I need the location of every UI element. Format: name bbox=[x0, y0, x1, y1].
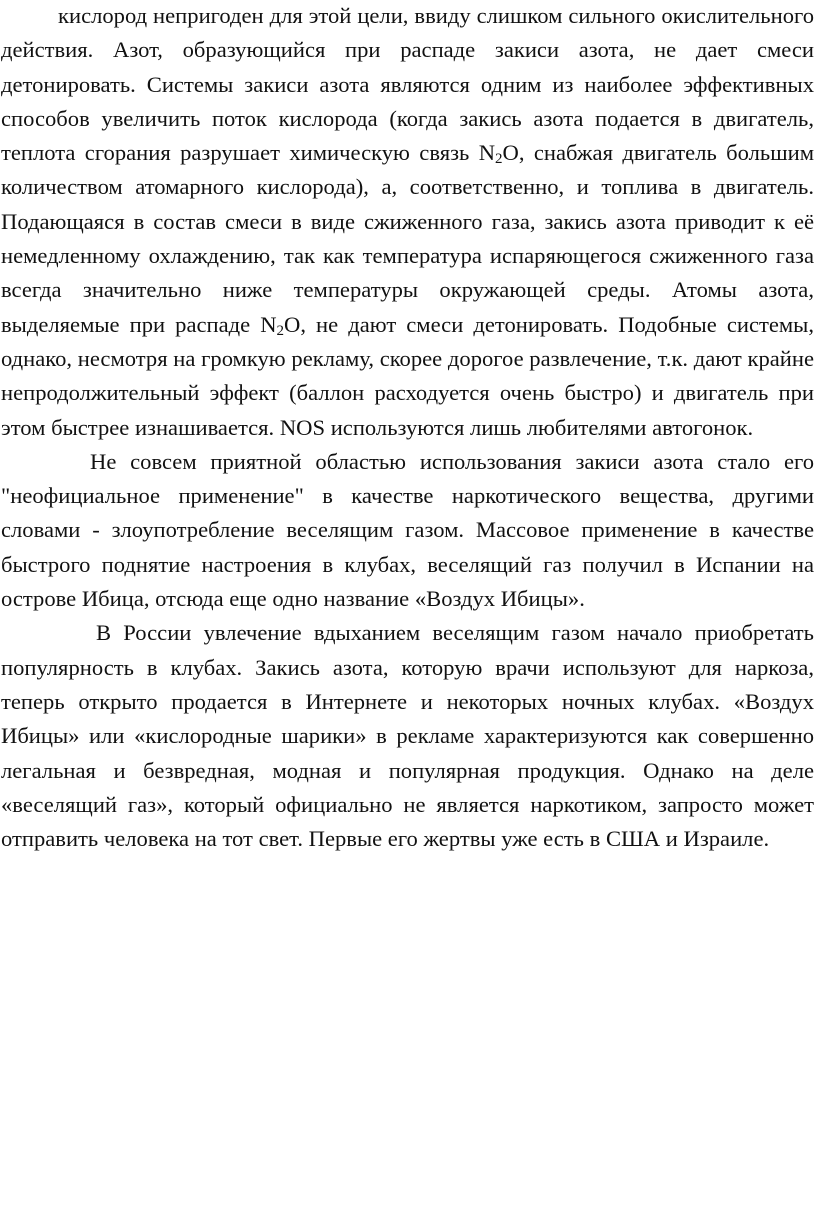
text-segment: кислород непригоден для этой цели, ввиду слишком сильного окислительного действия. Азот, образующийся при распаде закиси азота, не дает смеси детонировать. Системы закиси азота являются одним из наиболее эффективных способов увеличить поток кислорода (когда закись азота подается в двигатель, теплота сгорания разрушает химическую связь N bbox=[1, 3, 814, 166]
subscript-2: 2 bbox=[276, 322, 285, 339]
text-segment: O, не дают смеси детонировать. Подобные системы, однако, несмотря на громкую рекламу, скорее дорогое развлечение, т.к. дают крайне непродолжительный эффект (баллон расходуется очень быстро) и двигатель при этом быстрее изнашивается. NOS используются лишь любителями автогонок. bbox=[1, 311, 814, 440]
text-segment: O, снабжая двигатель большим количеством атомарного кислорода), а, соответственно, и топлива в двигатель. Подающаяся в состав смеси в виде сжиженного газа, закись азота приводит к её немедленному охлаждению, так как температура испаряющегося сжиженного газа всегда значительно ниже температуры окружающей среды. Атомы азота, выделяемые при распаде N bbox=[1, 140, 814, 337]
subscript-2: 2 bbox=[495, 151, 503, 168]
paragraph-unofficial-use: Не совсем приятной областью использования закиси азота стало его "неофициальное применение" в качестве наркотического вещества, другими словами - злоупотребление веселящим газом. Массовое применение в качестве быстрого поднятие настроения в клубах, веселящий газ получил в Испании на острове Ибица, отсюда еще одно название «Воздух Ибицы». bbox=[1, 448, 814, 612]
paragraph-russia-clubs: В России увлечение вдыханием веселящим газом начало приобретать популярность в клубах. Закись азота, которую врачи используют для наркоза, теперь открыто продается в Интернете и некоторых ночных клубах. «Воздух Ибицы» или «кислородные шарики» в рекламе характеризуются как совершенно легальная и безвредная, модная и популярная продукция. Однако на деле «веселящий газ», который официально не является наркотиком, запросто может отправить человека на тот свет. Первые его жертвы уже есть в США и Израиле. bbox=[1, 620, 814, 852]
paragraph-nitrous-oxide-engines bbox=[1, 0, 814, 445]
